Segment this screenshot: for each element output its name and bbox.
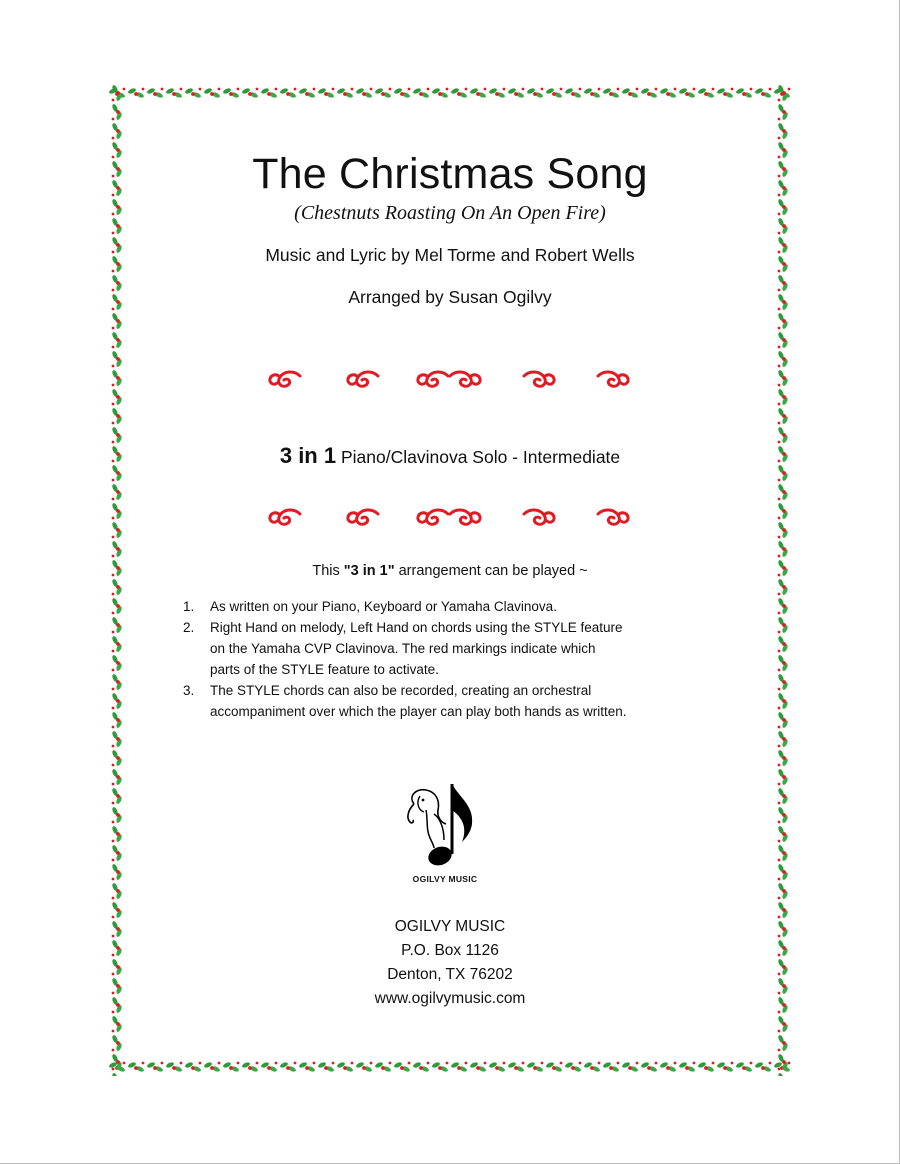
play-options-list: [180, 596, 740, 722]
holly-border-right: [774, 84, 792, 1076]
list-number: 3.: [183, 683, 195, 698]
ornament-flourish-icon: [266, 367, 306, 393]
composer-credit: Music and Lyric by Mel Torme and Robert Wells: [265, 245, 635, 265]
ornament-flourish-icon: [518, 505, 558, 531]
elephant-note-logo-icon: [390, 780, 500, 872]
publisher-address: [126, 915, 774, 1011]
arrangement-intro: [126, 563, 774, 579]
holly-border-bottom: [108, 1058, 792, 1076]
holly-border-left: [108, 84, 126, 1076]
list-line: accompaniment over which the player can play both hands as written.: [210, 704, 627, 719]
list-item: [180, 596, 740, 617]
list-number: 1.: [183, 599, 195, 614]
level-line: [126, 443, 774, 469]
po-box: P.O. Box 1126: [401, 942, 499, 959]
list-item: [180, 617, 740, 680]
ornament-flourish-icon: [414, 367, 484, 393]
ornament-flourish-icon: [592, 367, 632, 393]
holly-border-icon: [108, 1058, 792, 1076]
list-line: on the Yamaha CVP Clavinova. The red markings indicate which: [210, 641, 596, 656]
website-link[interactable]: www.ogilvymusic.com: [374, 990, 526, 1007]
level-description: Piano/Clavinova Solo - Intermediate: [340, 447, 621, 467]
song-title: The Christmas Song: [252, 150, 648, 198]
logo-label: OGILVY MUSIC: [412, 874, 478, 884]
list-number: 2.: [183, 620, 195, 635]
ornament-flourish-icon: [344, 367, 384, 393]
ornament-flourish-icon: [592, 505, 632, 531]
list-line: As written on your Piano, Keyboard or Yamaha Clavinova.: [210, 599, 557, 614]
publisher-logo: [390, 780, 500, 888]
intro-text-start: This: [312, 563, 344, 579]
three-in-one-label: 3 in 1: [279, 443, 337, 468]
holly-border-icon: [108, 84, 126, 1076]
ornament-flourish-icon: [344, 505, 384, 531]
holly-border-icon: [108, 84, 792, 102]
intro-text-end: arrangement can be played ~: [394, 563, 588, 579]
ornament-row-bottom: [266, 505, 636, 531]
list-line: parts of the STYLE feature to activate.: [210, 662, 439, 677]
arranger-credit: Arranged by Susan Ogilvy: [348, 287, 552, 307]
holly-border-icon: [774, 84, 792, 1076]
ornament-flourish-icon: [414, 505, 484, 531]
list-line: Right Hand on melody, Left Hand on chords using the STYLE feature: [210, 620, 623, 635]
ornament-row-top: [266, 367, 636, 393]
ornament-flourish-icon: [266, 505, 306, 531]
city-state-zip: Denton, TX 76202: [387, 966, 513, 983]
publisher-name: OGILVY MUSIC: [394, 918, 506, 935]
list-line: The STYLE chords can also be recorded, creating an orchestral: [210, 683, 592, 698]
list-item: [180, 680, 740, 722]
song-subtitle: (Chestnuts Roasting On An Open Fire): [294, 202, 606, 224]
ornament-flourish-icon: [518, 367, 558, 393]
holly-border-top: [108, 84, 792, 102]
intro-bold-phrase: "3 in 1": [343, 563, 395, 579]
